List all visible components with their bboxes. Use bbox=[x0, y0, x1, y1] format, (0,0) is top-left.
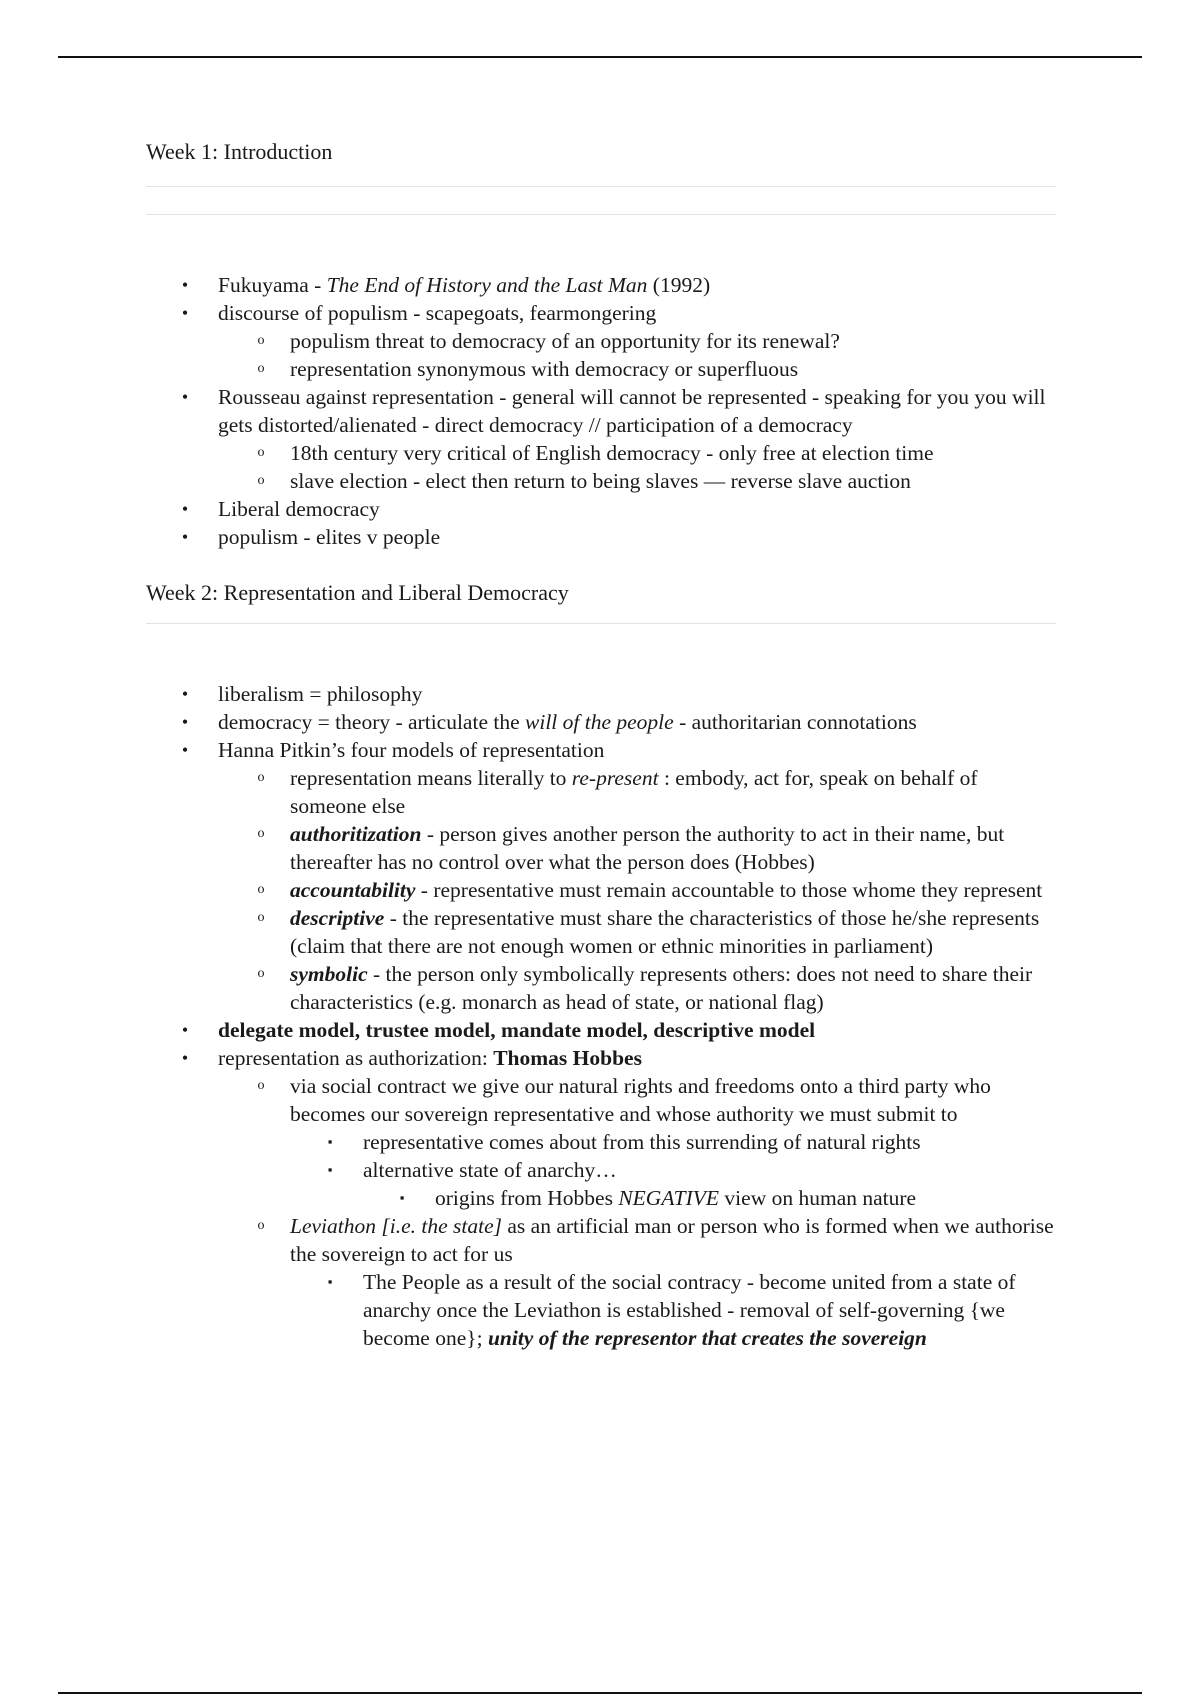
bullet-icon: o bbox=[257, 770, 265, 785]
list-item: • delegate model, trustee model, mandate model, descriptive model bbox=[146, 1016, 1056, 1044]
week1-sublist bbox=[146, 327, 1056, 383]
list-item: ▪ alternative state of anarchy… bbox=[146, 1156, 1056, 1184]
bullet-icon: ▪ bbox=[327, 1274, 333, 1289]
list-item: • Hanna Pitkin’s four models of representation bbox=[146, 736, 1056, 764]
bottom-rule bbox=[58, 1692, 1142, 1694]
bullet-icon: • bbox=[181, 1048, 189, 1068]
list-item: • Rousseau against representation - general will cannot be represented - speaking for you you will gets distorted/alienated - direct democracy // participation of a democracy bbox=[146, 383, 1056, 439]
bullet-icon: • bbox=[181, 684, 189, 704]
separator bbox=[146, 214, 1056, 215]
week2-sublist bbox=[146, 1212, 1056, 1268]
bullet-icon: o bbox=[257, 1218, 265, 1233]
week2-sublist bbox=[146, 764, 1056, 1016]
week1-sublist bbox=[146, 439, 1056, 495]
bullet-icon: • bbox=[181, 387, 189, 407]
bullet-icon: ▪ bbox=[399, 1190, 405, 1205]
list-item: o descriptive - the representative must share the characteristics of those he/she represents (claim that there are not enough women or ethnic minorities in parliament) bbox=[146, 904, 1056, 960]
week1-list bbox=[146, 495, 1056, 551]
separator bbox=[146, 623, 1056, 624]
week2-sublist bbox=[146, 1072, 1056, 1128]
bullet-icon: o bbox=[257, 966, 265, 981]
list-item: • democracy = theory - articulate the will of the people - authoritarian connotations bbox=[146, 708, 1056, 736]
list-item: • liberalism = philosophy bbox=[146, 680, 1056, 708]
bullet-icon: • bbox=[181, 527, 189, 547]
bullet-icon: • bbox=[181, 499, 189, 519]
list-item: • populism - elites v people bbox=[146, 523, 1056, 551]
list-item: o accountability - representative must remain accountable to those whome they represent bbox=[146, 876, 1056, 904]
week2-subsubsublist bbox=[146, 1184, 1056, 1212]
bullet-icon: • bbox=[181, 1020, 189, 1040]
week2-list bbox=[146, 680, 1056, 764]
bullet-icon: o bbox=[257, 473, 265, 488]
week2-subsublist bbox=[146, 1268, 1056, 1352]
bullet-icon: • bbox=[181, 303, 189, 323]
list-item: o via social contract we give our natural rights and freedoms onto a third party who becomes our sovereign representative and whose authority we must submit to bbox=[146, 1072, 1056, 1128]
list-item: o symbolic - the person only symbolically represents others: does not need to share their characteristics (e.g. monarch as head of state, or national flag) bbox=[146, 960, 1056, 1016]
bullet-icon: • bbox=[181, 275, 189, 295]
list-item: • Fukuyama - The End of History and the Last Man (1992) bbox=[146, 271, 1056, 299]
week2-list bbox=[146, 1016, 1056, 1072]
list-item: o authoritization - person gives another person the authority to act in their name, but thereafter has no control over what the person does (Hobbes) bbox=[146, 820, 1056, 876]
bullet-icon: o bbox=[257, 910, 265, 925]
week1-list bbox=[146, 271, 1056, 327]
week1-heading: Week 1: Introduction bbox=[146, 139, 333, 164]
list-item: ▪ The People as a result of the social contracy - become united from a state of anarchy once the Leviathon is established - removal of self-governing {we become one}; unity of the representor that creates the sovereign bbox=[146, 1268, 1056, 1352]
week2-heading: Week 2: Representation and Liberal Democracy bbox=[146, 580, 569, 605]
bullet-icon: o bbox=[257, 826, 265, 841]
list-item: o representation means literally to re-present : embody, act for, speak on behalf of someone else bbox=[146, 764, 1056, 820]
separator bbox=[146, 186, 1056, 187]
bullet-icon: • bbox=[181, 712, 189, 732]
list-item: o slave election - elect then return to being slaves — reverse slave auction bbox=[146, 467, 1056, 495]
bullet-icon: o bbox=[257, 361, 265, 376]
bullet-icon: o bbox=[257, 1078, 265, 1093]
list-item: ▪ origins from Hobbes NEGATIVE view on human nature bbox=[146, 1184, 1056, 1212]
week2-subsublist bbox=[146, 1128, 1056, 1184]
list-item: ▪ representative comes about from this surrending of natural rights bbox=[146, 1128, 1056, 1156]
list-item: o populism threat to democracy of an opportunity for its renewal? bbox=[146, 327, 1056, 355]
bullet-icon: o bbox=[257, 445, 265, 460]
week1-list bbox=[146, 383, 1056, 439]
bullet-icon: o bbox=[257, 882, 265, 897]
top-rule bbox=[58, 56, 1142, 58]
list-item: • Liberal democracy bbox=[146, 495, 1056, 523]
list-item: • discourse of populism - scapegoats, fearmongering bbox=[146, 299, 1056, 327]
bullet-icon: ▪ bbox=[327, 1134, 333, 1149]
bullet-icon: ▪ bbox=[327, 1162, 333, 1177]
bullet-icon: • bbox=[181, 740, 189, 760]
list-item: o Leviathon [i.e. the state] as an artificial man or person who is formed when we authorise the sovereign to act for us bbox=[146, 1212, 1056, 1268]
list-item: o representation synonymous with democracy or superfluous bbox=[146, 355, 1056, 383]
bullet-icon: o bbox=[257, 333, 265, 348]
list-item: • representation as authorization: Thomas Hobbes bbox=[146, 1044, 1056, 1072]
list-item: o 18th century very critical of English democracy - only free at election time bbox=[146, 439, 1056, 467]
document-page bbox=[146, 138, 1056, 1352]
